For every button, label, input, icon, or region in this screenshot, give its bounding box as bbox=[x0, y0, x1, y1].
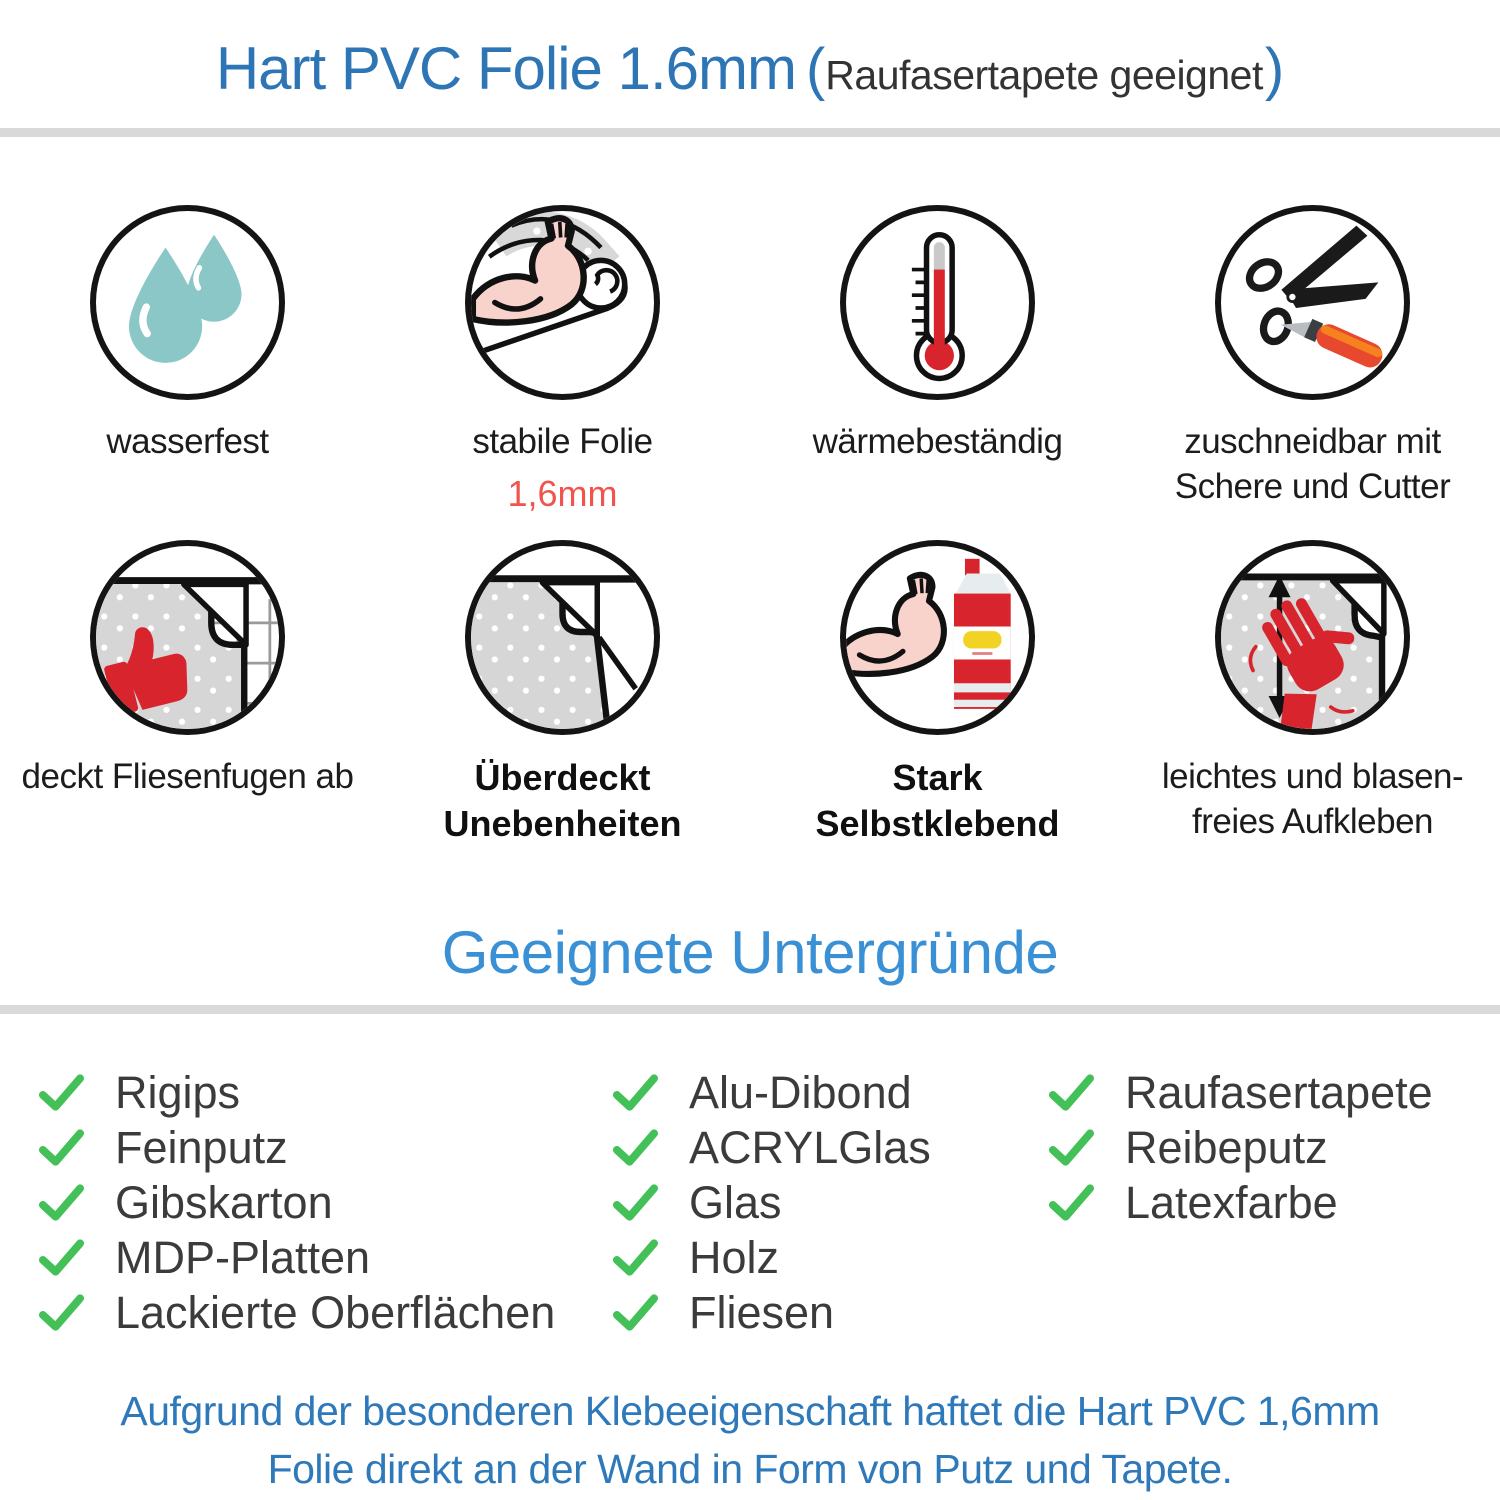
page-title bbox=[0, 34, 1500, 103]
feature-caption: wasserfest bbox=[106, 422, 269, 461]
check-icon bbox=[612, 1128, 659, 1168]
surface-item bbox=[38, 1286, 555, 1340]
surface-item bbox=[612, 1121, 931, 1175]
feature-subcaption: 1,6mm bbox=[507, 472, 618, 514]
feature-selbstklebend bbox=[750, 540, 1125, 847]
feature-caption: deckt Fliesenfugen ab bbox=[21, 757, 354, 796]
surfaces-column-2 bbox=[612, 1066, 931, 1341]
muscle-foil-roll-icon bbox=[465, 205, 660, 400]
check-icon bbox=[38, 1073, 85, 1113]
surface-item bbox=[612, 1176, 931, 1230]
feature-unebenheiten bbox=[375, 540, 750, 847]
surface-item bbox=[38, 1231, 555, 1285]
surface-label: Holz bbox=[689, 1232, 780, 1283]
check-icon bbox=[1048, 1183, 1095, 1223]
water-drops-icon bbox=[90, 205, 285, 400]
check-icon bbox=[38, 1238, 85, 1278]
check-icon bbox=[612, 1238, 659, 1278]
surfaces-column-3 bbox=[1048, 1066, 1433, 1231]
feature-caption: leichtes und blasen- freies Aufkleben bbox=[1161, 757, 1464, 841]
surface-item bbox=[1048, 1066, 1433, 1120]
surface-label: Glas bbox=[689, 1177, 782, 1228]
title-main: Hart PVC Folie 1.6mm bbox=[215, 35, 796, 102]
surface-label: Reibeputz bbox=[1125, 1122, 1328, 1173]
surfaces-heading: Geeignete Untergründe bbox=[441, 919, 1059, 986]
thumb-up-tile-icon bbox=[90, 540, 285, 735]
surface-item bbox=[38, 1121, 555, 1175]
surface-label: Lackierte Oberflächen bbox=[115, 1287, 556, 1338]
surface-label: Fliesen bbox=[689, 1287, 835, 1338]
feature-row-1 bbox=[0, 205, 1500, 515]
surface-item bbox=[1048, 1121, 1433, 1175]
foil-fold-icon bbox=[465, 540, 660, 735]
feature-caption: zuschneidbar mit Schere und Cutter bbox=[1174, 422, 1451, 506]
scissors-cutter-icon bbox=[1215, 205, 1410, 400]
check-icon bbox=[1048, 1073, 1095, 1113]
check-icon bbox=[1048, 1128, 1095, 1168]
surface-label: Gibskarton bbox=[115, 1177, 333, 1228]
surface-item bbox=[38, 1066, 555, 1120]
title-paren-open: ( bbox=[805, 37, 826, 102]
surface-label: Raufasertapete bbox=[1125, 1067, 1433, 1118]
check-icon bbox=[612, 1293, 659, 1333]
check-icon bbox=[38, 1128, 85, 1168]
hand-smooth-icon bbox=[1215, 540, 1410, 735]
surface-item bbox=[38, 1176, 555, 1230]
feature-caption: Überdeckt Unebenheiten bbox=[443, 757, 682, 845]
feature-fliesenfugen bbox=[0, 540, 375, 847]
surface-item bbox=[612, 1231, 931, 1285]
surfaces-column-1 bbox=[38, 1066, 555, 1341]
surface-label: MDP-Platten bbox=[115, 1232, 371, 1283]
feature-zuschneidbar bbox=[1125, 205, 1500, 515]
divider-middle bbox=[0, 1005, 1500, 1014]
title-paren-close: ) bbox=[1264, 37, 1285, 102]
surface-item bbox=[612, 1286, 931, 1340]
footer-note: Aufgrund der besonderen Klebeeigenschaft haftet die Hart PVC 1,6mm Folie direkt an der Wand in Form von Putz und Tapete. bbox=[120, 1388, 1380, 1493]
thermometer-icon bbox=[840, 205, 1035, 400]
feature-stabile-folie bbox=[375, 205, 750, 515]
title-paren-text: Raufasertapete geeignet bbox=[825, 52, 1263, 98]
muscle-glue-icon bbox=[840, 540, 1035, 735]
feature-wasserfest bbox=[0, 205, 375, 515]
surface-label: Feinputz bbox=[115, 1122, 288, 1173]
feature-caption: wärmebeständig bbox=[812, 422, 1063, 461]
surface-label: Rigips bbox=[115, 1067, 241, 1118]
divider-top bbox=[0, 128, 1500, 137]
feature-aufkleben bbox=[1125, 540, 1500, 847]
check-icon bbox=[38, 1293, 85, 1333]
feature-waermebestaendig bbox=[750, 205, 1125, 515]
feature-caption: stabile Folie bbox=[472, 422, 653, 461]
surface-label: Alu-Dibond bbox=[689, 1067, 912, 1118]
feature-caption: Stark Selbstklebend bbox=[815, 757, 1060, 845]
feature-row-2 bbox=[0, 540, 1500, 847]
surface-label: Latexfarbe bbox=[1125, 1177, 1338, 1228]
check-icon bbox=[612, 1183, 659, 1223]
surface-item bbox=[1048, 1176, 1433, 1230]
check-icon bbox=[38, 1183, 85, 1223]
check-icon bbox=[612, 1073, 659, 1113]
surface-item bbox=[612, 1066, 931, 1120]
surface-label: ACRYLGlas bbox=[689, 1122, 931, 1173]
